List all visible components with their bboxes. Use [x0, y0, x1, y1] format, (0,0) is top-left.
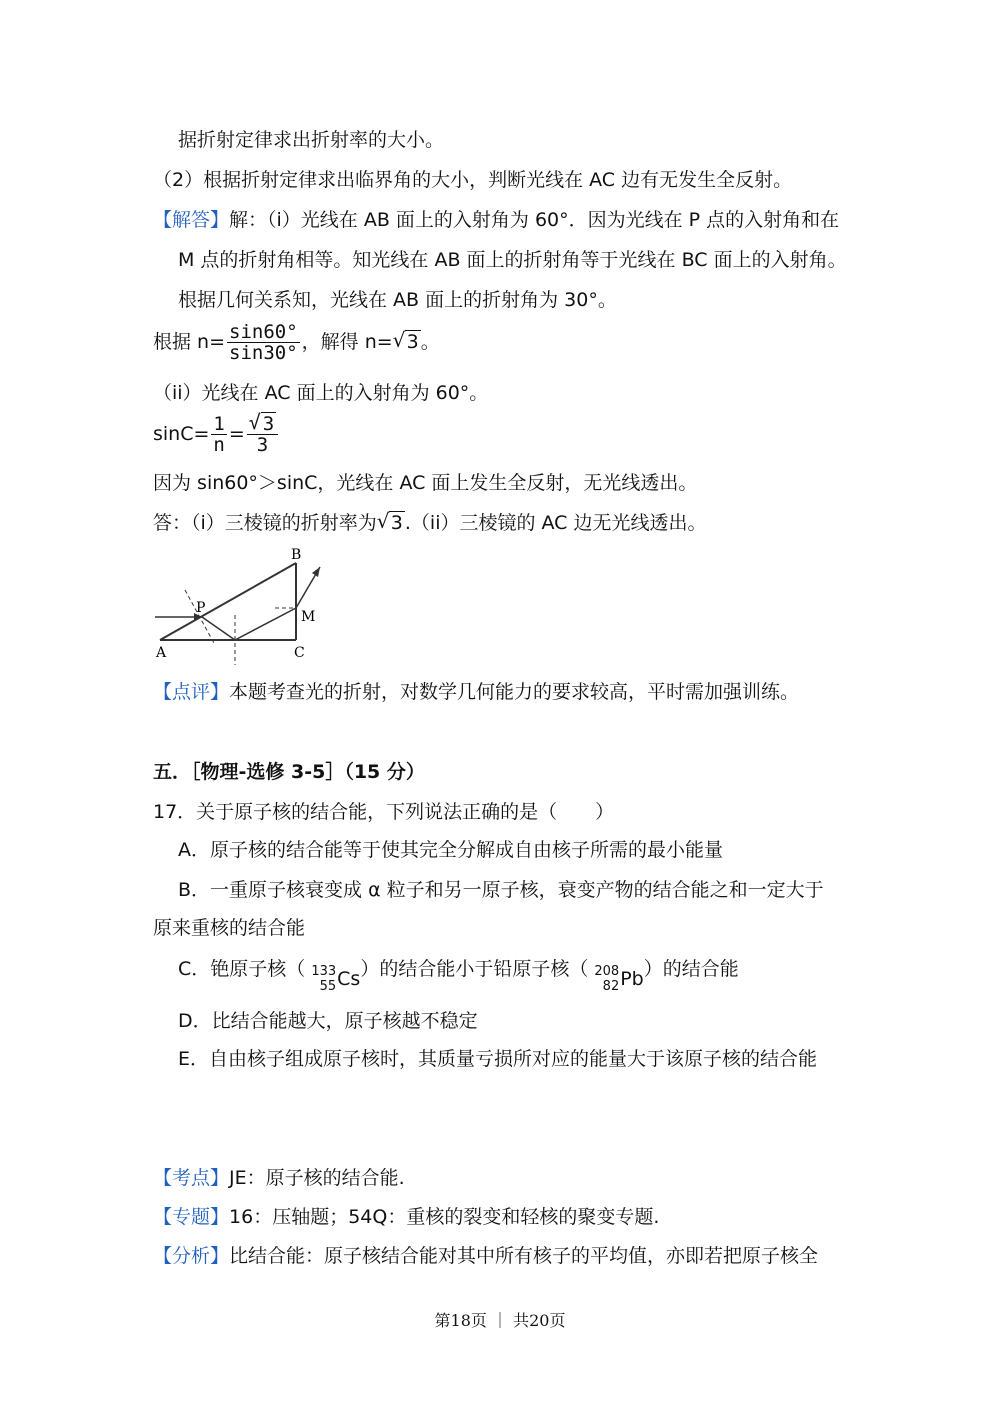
radicand: 3	[406, 331, 419, 353]
radicand: 3	[262, 413, 275, 435]
radical-icon: √	[392, 328, 406, 352]
radical-icon: √	[376, 509, 390, 533]
label-m: M	[301, 609, 316, 625]
page-footer: 第18页 ｜ 共20页	[434, 1311, 566, 1330]
option-c-prefix: C．铯原子核（	[178, 958, 306, 980]
knowledge-point-line	[153, 1165, 405, 1191]
option-c-suffix: ）的结合能	[643, 958, 739, 980]
formula-end: 。	[420, 331, 440, 353]
fraction-denominator: 3	[256, 434, 269, 456]
label-b: B	[291, 547, 302, 563]
atomic-number: 82	[602, 979, 620, 994]
formula-prefix: 根据 n=	[153, 331, 226, 353]
formula-middle: ，解得 n=	[301, 331, 393, 353]
option-a: A．原子核的结合能等于使其完全分解成自由核子所需的最小能量	[178, 839, 723, 861]
topic-line	[153, 1204, 659, 1230]
sqrt-expression	[248, 410, 276, 435]
analysis-text: 比结合能：原子核结合能对其中所有核子的平均值，亦即若把原子核全	[229, 1245, 819, 1267]
fraction-denominator: n	[213, 434, 225, 456]
sine-fraction	[227, 322, 300, 363]
comment-line	[153, 679, 799, 705]
knowledge-point-text: JE：原子核的结合能.	[229, 1167, 405, 1189]
text-line: 因为 sin60°＞sinC，光线在 AC 面上发生全反射，无光线透出。	[153, 472, 698, 494]
fraction	[247, 410, 278, 456]
element-symbol: Pb	[620, 968, 644, 990]
formula-refractive-index	[153, 322, 440, 363]
answer-text: 解：（i）光线在 AB 面上的入射角为 60°．因为光线在 P 点的入射角和在	[229, 209, 840, 231]
refracted-ray	[202, 617, 235, 640]
cesium-nuclide	[311, 964, 360, 994]
atomic-number: 55	[319, 979, 337, 994]
knowledge-point-tag: 【考点】	[153, 1167, 230, 1189]
label-c: C	[294, 645, 305, 661]
option-e: E．自由核子组成原子核时，其质量亏损所对应的能量大于该原子核的结合能	[178, 1048, 818, 1070]
formula-critical-angle	[153, 410, 280, 456]
prism-edge-ab	[160, 563, 296, 640]
radical-icon: √	[248, 410, 261, 434]
formula-prefix: sinC=	[153, 423, 210, 445]
fraction-numerator: sin60°	[229, 321, 298, 343]
equals-sign: =	[228, 423, 245, 445]
comment-tag: 【点评】	[153, 681, 230, 703]
mass-number: 133	[311, 964, 337, 979]
lead-nuclide	[594, 964, 643, 994]
option-d: D．比结合能越大，原子核越不稳定	[178, 1010, 478, 1032]
text-line: 据折射定律求出折射率的大小。	[178, 129, 445, 151]
fraction-denominator: sin30°	[229, 342, 298, 364]
summary-suffix: .（ii）三棱镜的 AC 边无光线透出。	[404, 512, 707, 534]
label-p: P	[196, 600, 206, 616]
option-b: B．一重原子核衰变成 α 粒子和另一原子核，衰变产物的结合能之和一定大于	[178, 879, 824, 901]
text-line: （ii）光线在 AC 面上的入射角为 60°。	[153, 382, 489, 404]
topic-text: 16：压轴题；54Q：重核的裂变和轻核的聚变专题.	[229, 1206, 660, 1228]
arrow-icon	[312, 567, 320, 577]
sqrt-expression	[393, 329, 421, 355]
comment-text: 本题考查光的折射，对数学几何能力的要求较高，平时需加强训练。	[229, 681, 800, 703]
text-line: 根据几何关系知，光线在 AB 面上的折射角为 30°。	[178, 289, 617, 311]
summary-prefix: 答：（i）三棱镜的折射率为	[153, 512, 377, 534]
prism-diagram	[150, 545, 340, 670]
text-line: M 点的折射角相等。知光线在 AB 面上的折射角等于光线在 BC 面上的入射角。	[178, 249, 847, 271]
section-heading: 五．［物理-选修 3-5］（15 分）	[153, 761, 425, 783]
answer-line	[153, 207, 839, 233]
option-b-continued: 原来重核的结合能	[153, 917, 306, 939]
topic-tag: 【专题】	[153, 1206, 230, 1228]
sqrt-expression	[377, 510, 405, 536]
analysis-tag: 【分析】	[153, 1245, 230, 1267]
fraction-numerator: 1	[213, 413, 225, 435]
question-stem: 17．关于原子核的结合能，下列说法正确的是（ ）	[153, 801, 615, 823]
reflected-ray	[235, 608, 296, 640]
fraction-numerator	[247, 410, 278, 435]
option-c	[178, 956, 739, 994]
element-symbol: Cs	[337, 968, 361, 990]
fraction	[211, 414, 226, 455]
radicand: 3	[390, 512, 403, 534]
text-line: （2）根据折射定律求出临界角的大小，判断光线在 AC 边有无发生全反射。	[153, 169, 793, 191]
answer-tag: 【解答】	[153, 209, 230, 231]
analysis-line	[153, 1243, 818, 1269]
mass-number: 208	[594, 964, 620, 979]
label-a: A	[156, 645, 167, 661]
option-c-middle: ）的结合能小于铅原子核（	[360, 958, 589, 980]
answer-summary	[153, 510, 706, 536]
